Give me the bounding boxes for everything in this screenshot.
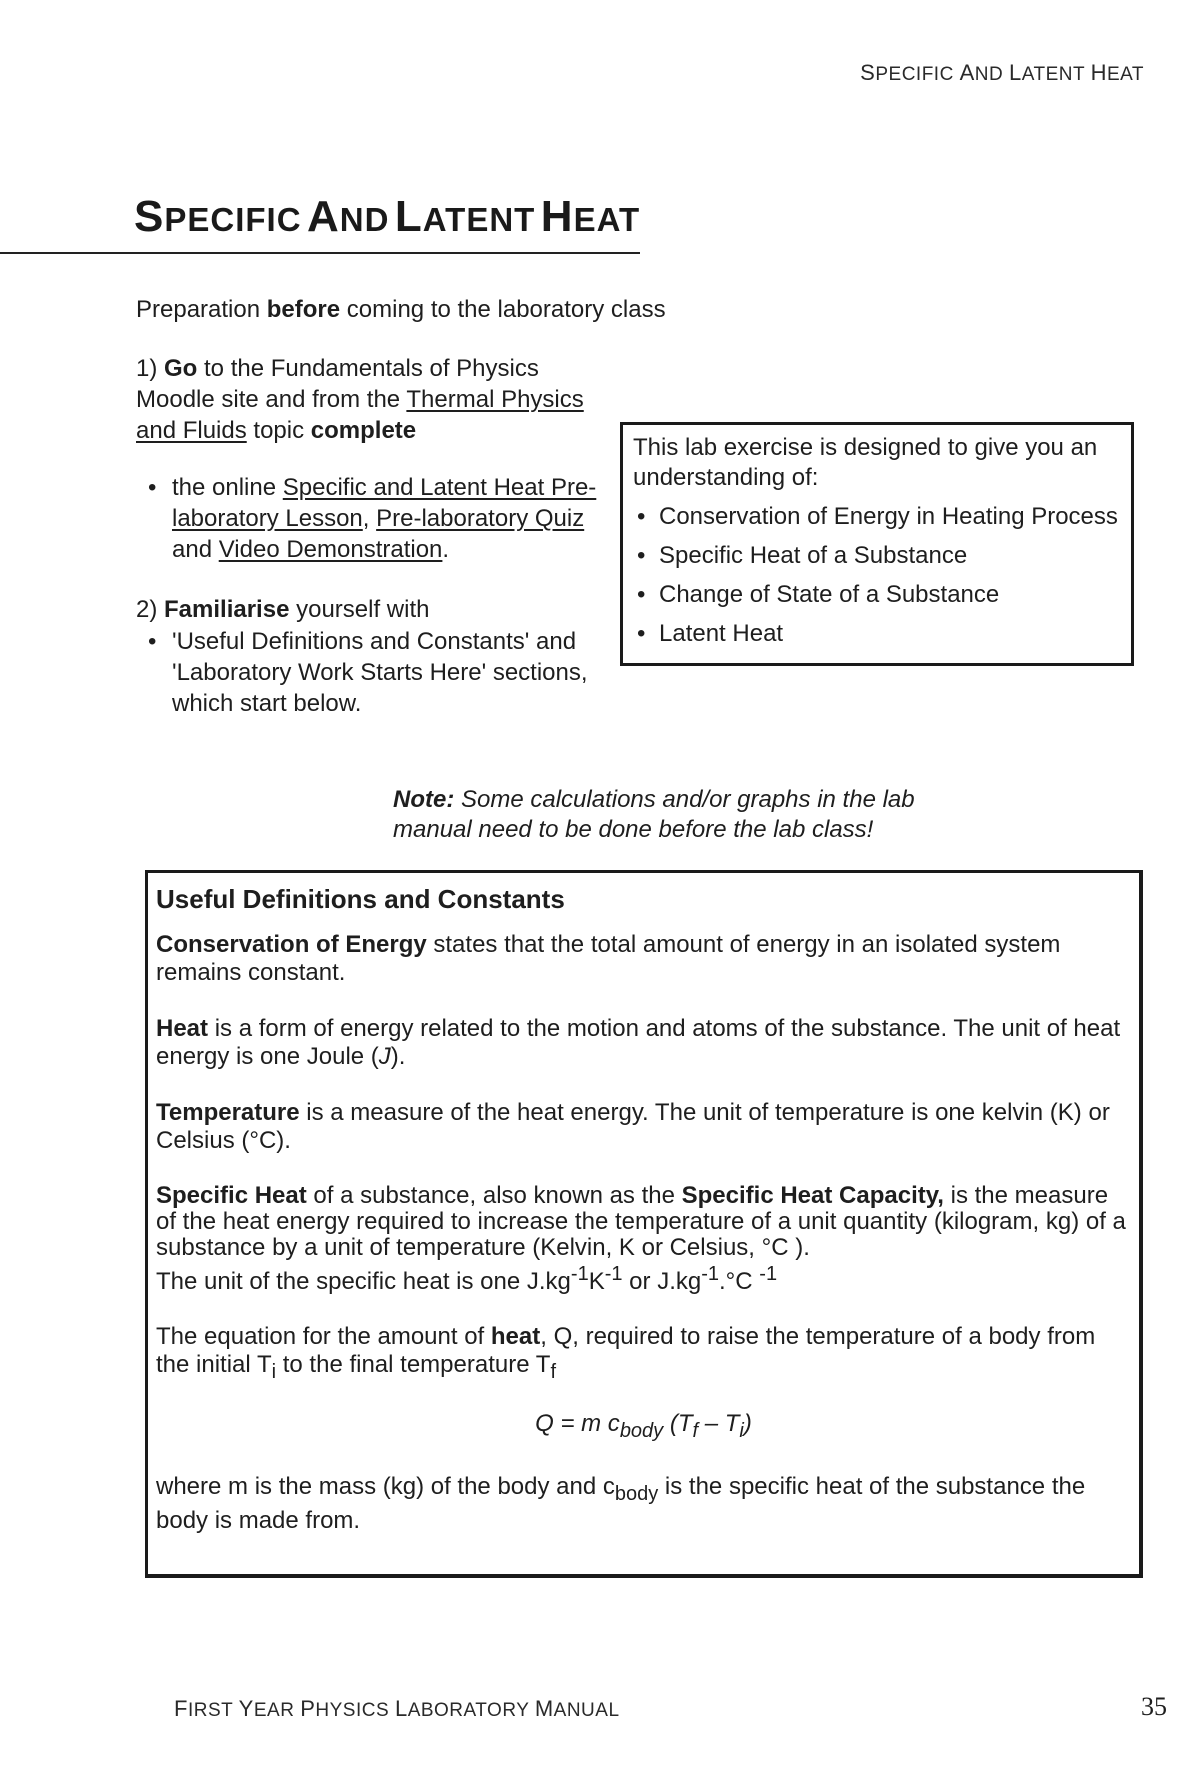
- objectives-intro: This lab exercise is designed to give you an understanding of:: [633, 434, 1098, 491]
- step-1-number: 1): [136, 355, 165, 382]
- heat-unit: J: [378, 1043, 391, 1070]
- eq-sub-i: i: [739, 1419, 744, 1442]
- list-item: • Change of State of a Substance: [633, 580, 1121, 610]
- bullet-text: the online: [172, 474, 283, 501]
- page-number: 35: [1141, 1692, 1167, 1721]
- eq-lhs: Q = m c: [535, 1409, 620, 1437]
- where-explanation: [156, 1473, 1131, 1536]
- preparation-suffix: coming to the laboratory class: [340, 296, 666, 323]
- eq-mid: (T: [663, 1409, 693, 1437]
- equation-intro-c: to the final temperature T: [276, 1351, 551, 1378]
- heat-definition: [156, 1015, 1131, 1071]
- specific-heat-term: Specific Heat: [156, 1182, 307, 1209]
- heat-close: ).: [390, 1043, 406, 1070]
- list-item: • Specific Heat of a Substance: [633, 541, 1121, 571]
- list-item: • Latent Heat: [633, 619, 1121, 649]
- conservation-text: states that the total amount of energy in an isolated system remains constant.: [156, 931, 1061, 986]
- specific-heat-definition: [156, 1183, 1131, 1295]
- unit-exponent: -1: [604, 1263, 623, 1285]
- bullet-end: .: [442, 536, 450, 563]
- step-1-go: Go: [164, 355, 198, 382]
- unit-line-c: or J.kg: [622, 1268, 702, 1295]
- unit-line-b: K: [588, 1268, 605, 1295]
- step-2-bullets: [136, 626, 616, 719]
- specific-heat-text-a: of a substance, also known as the: [306, 1182, 682, 1209]
- unit-line-a: The unit of the specific heat is one J.kg: [156, 1268, 571, 1295]
- eq-sub-body: body: [619, 1419, 664, 1442]
- eq-sub-f: f: [692, 1419, 699, 1442]
- step-2: [136, 596, 429, 624]
- pre-lab-lesson-link[interactable]: Specific and Latent Heat Pre-laboratory Lesson: [172, 474, 597, 532]
- video-demonstration-link[interactable]: Video Demonstration: [218, 536, 443, 563]
- subscript-f: f: [550, 1360, 557, 1383]
- step-1-complete: complete: [310, 417, 417, 444]
- running-head: SPECIFIC AND LATENT HEAT: [860, 60, 1144, 85]
- equation-intro: [156, 1323, 1131, 1386]
- temperature-definition: [156, 1099, 1131, 1155]
- step-1-bullets: [136, 472, 616, 565]
- title-rule: [0, 252, 640, 254]
- temperature-term: Temperature: [156, 1099, 300, 1126]
- footer: FIRST YEAR PHYSICS LABORATORY MANUAL: [174, 1696, 620, 1721]
- note: [393, 785, 953, 845]
- temperature-text: is a measure of the heat energy. The unit of temperature is one kelvin (K) or Celsius (°C).: [156, 1099, 1110, 1154]
- preparation-bold: before: [266, 296, 341, 323]
- objectives-box: [620, 422, 1134, 666]
- objectives-list: [633, 502, 1121, 649]
- equation-intro-heat: heat: [490, 1323, 541, 1350]
- where-b: is the specific heat of the substance the body is made from.: [156, 1472, 1086, 1535]
- eq-minus: – T: [698, 1409, 740, 1437]
- pre-lab-quiz-link[interactable]: Pre-laboratory Quiz: [376, 505, 585, 532]
- definitions-heading: Useful Definitions and Constants: [156, 884, 565, 914]
- bullet-and: and: [172, 536, 219, 563]
- step-2-text: yourself with: [289, 596, 430, 623]
- heat-equation: [156, 1410, 1131, 1445]
- step-2-familiarise: Familiarise: [164, 596, 290, 623]
- where-a: where m is the mass (kg) of the body and c: [156, 1472, 615, 1500]
- note-text: Some calculations and/or graphs in the lab manual need to be done before the lab class!: [393, 786, 915, 843]
- where-sub-body: body: [614, 1482, 659, 1505]
- specific-heat-capacity-term: Specific Heat Capacity,: [681, 1182, 944, 1209]
- preparation-line: [136, 296, 666, 324]
- eq-close: ): [743, 1409, 752, 1437]
- unit-line-d: .°C: [719, 1268, 760, 1295]
- step-2-number: 2): [136, 596, 165, 623]
- heat-text: is a form of energy related to the motion and atoms of the substance. The unit of heat energy is one Joule (: [156, 1015, 1121, 1070]
- step-1: [136, 353, 606, 446]
- heat-term: Heat: [156, 1015, 209, 1042]
- step-1-text-a: to the Fundamentals of Physics Moodle site and from the: [136, 355, 539, 413]
- equation-intro-a: The equation for the amount of: [156, 1323, 491, 1350]
- definitions-box: [145, 870, 1143, 1578]
- unit-exponent: -1: [701, 1263, 720, 1285]
- step-1-text-b: topic: [246, 417, 311, 444]
- note-label: Note:: [393, 786, 455, 813]
- conservation-definition: [156, 931, 1131, 987]
- list-item: • Conservation of Energy in Heating Process: [633, 502, 1121, 532]
- list-item: • 'Useful Definitions and Constants' and 'Laboratory Work Starts Here' sections, which start below.: [136, 626, 616, 719]
- subscript-i: i: [271, 1360, 277, 1383]
- equation-intro-b: , Q, required to raise the temperature of a body from the initial T: [156, 1323, 1096, 1378]
- thermal-physics-link[interactable]: Thermal Physics and Fluids: [136, 386, 584, 444]
- bullet-comma: ,: [362, 505, 377, 532]
- preparation-prefix: Preparation: [136, 296, 267, 323]
- page-title: SPECIFIC AND LATENT HEAT: [134, 192, 641, 241]
- conservation-term: Conservation of Energy: [156, 931, 427, 958]
- list-item: [136, 472, 616, 565]
- unit-exponent: -1: [759, 1263, 778, 1285]
- unit-exponent: -1: [570, 1263, 589, 1285]
- specific-heat-text-b: is the measure of the heat energy required to increase the temperature of a unit quantity (kilogram, kg) of a substance by a unit of temperature (Kelvin, K or Celsius, °C ).: [156, 1182, 1126, 1261]
